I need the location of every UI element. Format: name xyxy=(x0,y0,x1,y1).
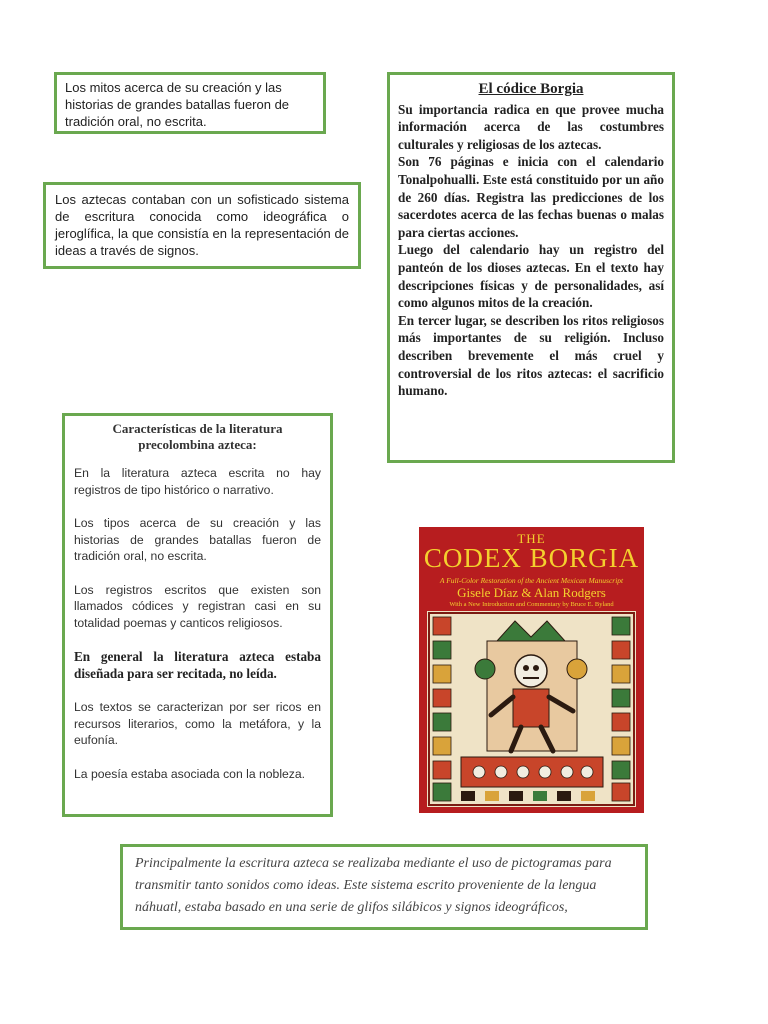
characteristics-paragraph: Los textos se caracterizan por ser ricos en recursos literarios, como la metáfora, y la eufonía. xyxy=(74,700,321,747)
characteristics-paragraph: Los tipos acerca de su creación y las historias de grandes batallas fueron de tradición oral, no escrita. xyxy=(74,516,321,563)
cover-authors: Gisele Díaz & Alan Rodgers xyxy=(457,585,606,600)
pictogram-writing-text: Principalmente la escritura azteca se realizaba mediante el uso de pictogramas para transmitir tanto sonidos como ideas. Este sistema escrito proveniente de la lengua náhuatl, estaba basado en una serie de glifos silábicos y signos ideográficos, xyxy=(135,856,612,915)
codex-illustration xyxy=(427,611,636,807)
oral-tradition-textbox xyxy=(54,72,326,134)
codex-borgia-book-cover xyxy=(419,527,644,813)
codex-paragraph: Son 76 páginas e inicia con el calendario Tonalpohualli. Este está constituido por un año de 260 días. Registra las predicciones de los sacerdotes acerca de las fechas buenas o malas para ciertas acciones. xyxy=(398,154,664,240)
codex-paragraph: En tercer lugar, se describen los ritos religiosos más importantes de su religión. Incluso describen brevemente el más cruel y controversial de los ritos aztecas: el sacrificio humano. xyxy=(398,312,664,399)
cover-title: CODEX BORGIA xyxy=(423,543,640,573)
writing-system-textbox xyxy=(43,182,361,269)
characteristics-paragraph: Los registros escritos que existen son llamados códices y registran casi en su totalidad poemas y canticos religiosos. xyxy=(74,582,321,630)
codex-borgia-textbox xyxy=(387,72,675,463)
characteristics-paragraph: La poesía estaba asociada con la nobleza. xyxy=(74,766,306,781)
oral-tradition-text: Los mitos acerca de su creación y las historias de grandes batallas fueron de tradición oral, no escrita. xyxy=(65,80,290,129)
cover-subtitle: A Full-Color Restoration of the Ancient Mexican Manuscript xyxy=(439,576,624,585)
writing-system-text: Los aztecas contaban con un sofisticado sistema de escritura conocida como ideográfica o jeroglífica, la que consistía en la representación de ideas a través de signos. xyxy=(55,192,349,258)
pictogram-writing-textbox xyxy=(120,844,648,930)
codex-paragraph: Su importancia radica en que provee mucha información acerca de las costumbres culturales y religiosas de los aztecas. xyxy=(398,101,664,152)
codex-borgia-title: El códice Borgia xyxy=(478,81,584,97)
characteristics-paragraph: En la literatura azteca escrita no hay registros de tipo histórico o narrativo. xyxy=(74,466,321,497)
cover-intro: With a New Introduction and Commentary by Bruce E. Byland xyxy=(449,601,614,608)
characteristics-heading: Características de la literatura precolombina azteca: xyxy=(112,421,283,452)
cover-the: THE xyxy=(517,531,546,546)
characteristics-paragraph-bold: En general la literatura azteca estaba diseñada para ser recitada, no leída. xyxy=(74,649,321,681)
codex-paragraph: Luego del calendario hay un registro del panteón de los dioses aztecas. En el texto hay descripciones físicas y de personalidades, así como algunos mitos de la creación. xyxy=(398,242,664,311)
characteristics-textbox xyxy=(62,413,333,817)
